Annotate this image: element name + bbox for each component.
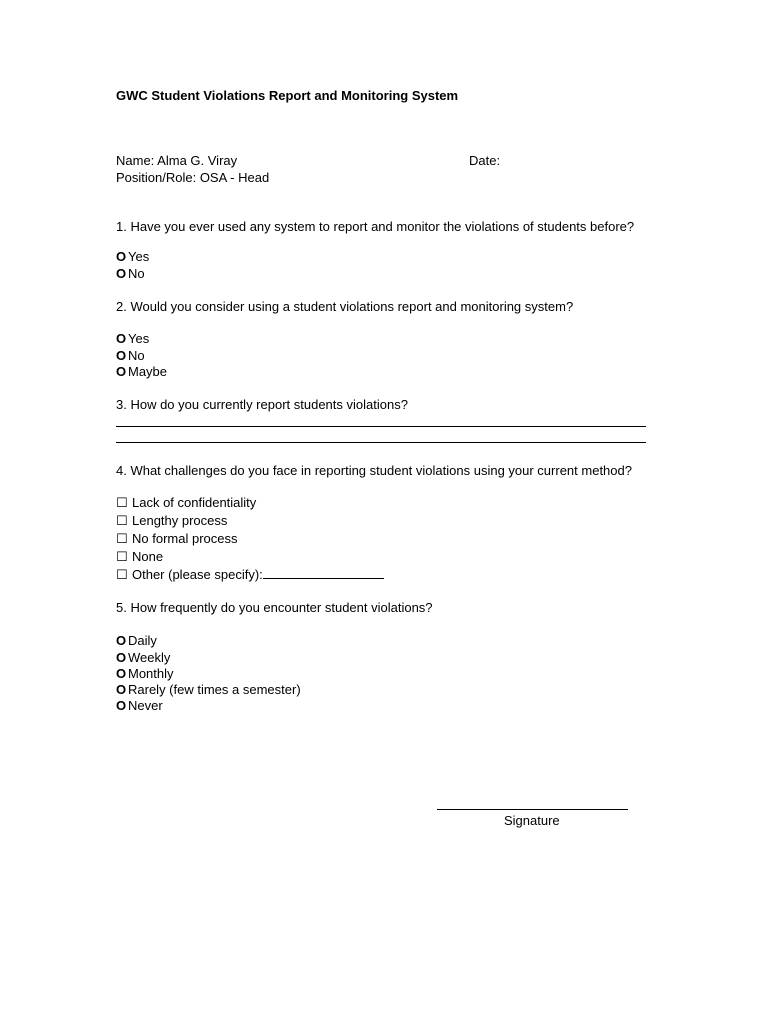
answer-line-1[interactable] (116, 426, 646, 427)
position-field: Position/Role: OSA - Head (116, 170, 270, 185)
q4-option-no-formal[interactable] (116, 531, 237, 548)
question-1: 1. Have you ever used any system to report and monitor the violations of students before? (116, 219, 635, 234)
checkbox-icon[interactable]: ☐ (116, 532, 128, 547)
option-label: Yes (128, 249, 150, 264)
q5-option-monthly[interactable] (116, 666, 174, 682)
question-3: 3. How do you currently report students violations? (116, 397, 408, 412)
option-label: Monthly (128, 666, 174, 681)
option-label: Weekly (128, 650, 171, 665)
option-label: Lengthy process (132, 513, 228, 528)
option-label: Yes (128, 331, 150, 346)
option-label: Lack of confidentiality (132, 495, 257, 510)
radio-icon[interactable]: O (116, 633, 127, 648)
radio-icon[interactable]: O (116, 266, 127, 281)
checkbox-icon[interactable]: ☐ (116, 514, 128, 529)
option-label: Never (128, 698, 163, 713)
checkbox-icon[interactable]: ☐ (116, 496, 128, 511)
radio-icon[interactable]: O (116, 331, 127, 346)
q5-option-never[interactable] (116, 698, 163, 714)
q5-option-rarely[interactable] (116, 682, 301, 698)
option-label: No (128, 348, 145, 363)
question-4: 4. What challenges do you face in reporting student violations using your current method? (116, 463, 632, 478)
checkbox-icon[interactable]: ☐ (116, 568, 128, 583)
q4-option-other[interactable] (116, 566, 384, 584)
q1-option-no[interactable] (116, 266, 145, 282)
answer-line-2[interactable] (116, 442, 646, 443)
q4-option-confidentiality[interactable] (116, 495, 256, 512)
q2-option-maybe[interactable] (116, 364, 167, 380)
q1-option-yes[interactable] (116, 249, 149, 265)
option-label: Daily (128, 633, 157, 648)
document-title: GWC Student Violations Report and Monitoring System (116, 88, 459, 103)
question-5: 5. How frequently do you encounter student violations? (116, 600, 433, 615)
q4-option-none[interactable] (116, 549, 163, 566)
radio-icon[interactable]: O (116, 249, 127, 264)
other-specify-blank[interactable] (263, 566, 384, 579)
radio-icon[interactable]: O (116, 682, 127, 697)
q5-option-weekly[interactable] (116, 650, 170, 666)
date-field: Date: (469, 153, 501, 168)
radio-icon[interactable]: O (116, 348, 127, 363)
q2-option-yes[interactable] (116, 331, 149, 347)
option-label: Rarely (few times a semester) (128, 682, 301, 697)
option-label: None (132, 549, 164, 564)
q2-option-no[interactable] (116, 348, 145, 364)
signature-line[interactable] (437, 809, 628, 810)
question-2: 2. Would you consider using a student violations report and monitoring system? (116, 299, 574, 314)
signature-label: Signature (504, 813, 560, 828)
option-label: No (128, 266, 145, 281)
name-field: Name: Alma G. Viray (116, 153, 238, 168)
radio-icon[interactable]: O (116, 666, 127, 681)
radio-icon[interactable]: O (116, 698, 127, 713)
checkbox-icon[interactable]: ☐ (116, 550, 128, 565)
q4-option-lengthy[interactable] (116, 513, 227, 530)
q5-option-daily[interactable] (116, 633, 157, 649)
radio-icon[interactable]: O (116, 650, 127, 665)
option-label: Other (please specify): (132, 567, 263, 582)
option-label: No formal process (132, 531, 238, 546)
radio-icon[interactable]: O (116, 364, 127, 379)
option-label: Maybe (128, 364, 168, 379)
